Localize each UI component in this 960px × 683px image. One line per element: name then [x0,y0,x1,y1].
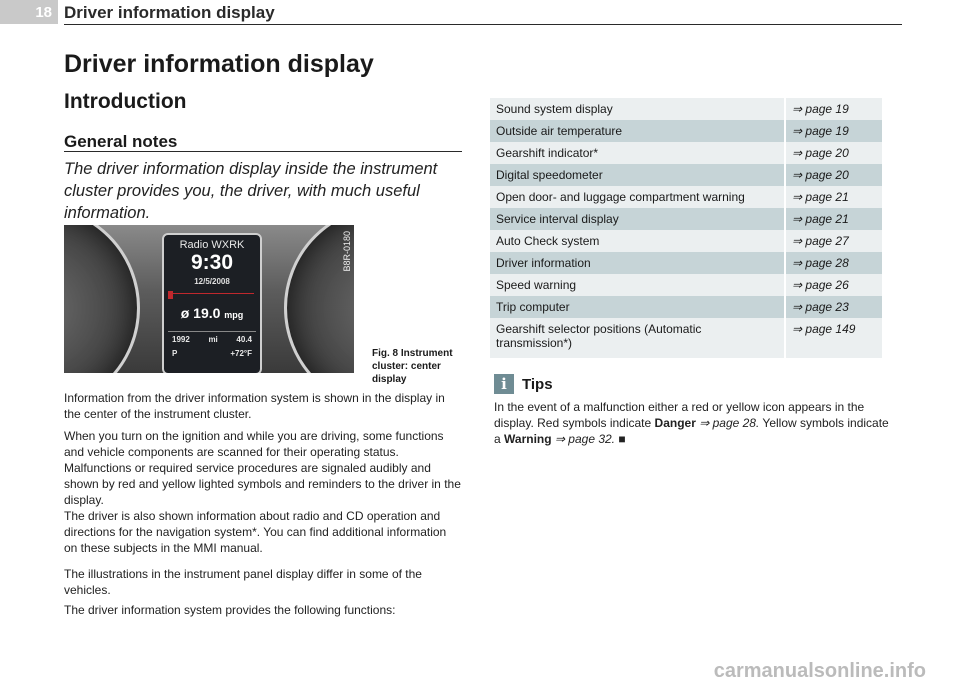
average-unit: mpg [224,310,244,320]
average-value: 19.0 [193,305,221,321]
function-page-ref[interactable]: ⇒ page 21 [785,208,882,230]
function-name: Auto Check system [490,230,785,252]
paragraph: The illustrations in the instrument panel display differ in some of the vehicles. [64,567,422,597]
function-name: Digital speedometer [490,164,785,186]
tips-text-part: Yellow symbols indicate a [494,416,889,446]
function-name: Open door- and luggage compartment warning [490,186,785,208]
info-icon: i [494,374,514,394]
display-divider [170,293,254,294]
function-page-ref[interactable]: ⇒ page 19 [785,120,882,142]
paragraph: When you turn on the ignition and while you are driving, some functions and vehicle components are scanned for their operating status. Malfunctions or required service procedures are signaled audibly and shown by red and yellow lighted symbols and reminders to the driver in the display. [64,429,461,507]
center-display [162,233,262,373]
warning-page-ref[interactable]: ⇒ page 32. [551,432,616,446]
function-page-ref[interactable]: ⇒ page 19 [785,98,882,120]
function-page-ref[interactable]: ⇒ page 26 [785,274,882,296]
running-head: Driver information display [64,3,275,22]
tips-header [494,374,553,394]
section-title: Introduction [64,90,187,113]
function-name: Driver information [490,252,785,274]
subsection-rule [64,151,462,152]
trip-value: 40.4 [236,335,252,344]
function-name: Service interval display [490,208,785,230]
function-name: Sound system display [490,98,785,120]
gear-indicator: P [172,349,178,358]
function-page-ref[interactable]: ⇒ page 21 [785,186,882,208]
display-divider-lower [168,331,256,332]
function-page-ref[interactable]: ⇒ page 20 [785,164,882,186]
display-average-consumption [164,305,260,321]
figure-code: B8R-0180 [342,231,352,272]
paragraph: The driver information system provides the following functions: [64,603,396,617]
page-number: 18 [0,0,58,24]
display-time: 9:30 [190,251,234,274]
display-date: 12/5/2008 [194,277,230,286]
figure-caption: Fig. 8 Instrument cluster: center display [372,348,453,385]
tips-text [494,399,894,447]
paragraph: The driver is also shown information about radio and CD operation and directions for the navigation system*. You can find additional information on these subjects in the MMI manual. [64,509,447,555]
function-page-ref[interactable]: ⇒ page 27 [785,230,882,252]
function-name: Gearshift indicator* [490,142,785,164]
display-radio-station: Radio WXRK [179,239,245,251]
function-page-ref[interactable]: ⇒ page 23 [785,296,882,318]
function-name: Gearshift selector positions (Automatic transmission*) [490,318,785,358]
instrument-cluster-figure [64,225,354,373]
danger-page-ref[interactable]: ⇒ page 28. [695,416,760,430]
left-gauge [64,225,140,373]
outside-temperature: +72°F [230,349,252,358]
paragraph: Information from the driver information system is shown in the display in the center of the instrument cluster. [64,391,445,421]
warning-term: Warning [504,432,552,446]
danger-term: Danger [654,416,696,430]
function-name: Trip computer [490,296,785,318]
watermark: carmanualsonline.info [713,660,926,682]
odometer-value: 1992 [172,335,190,344]
average-symbol: ø [180,305,190,321]
tips-label: Tips [522,375,553,393]
subsection-title: General notes [64,132,178,151]
intro-text: The driver information display inside the instrument cluster provides you, the driver, with much useful information. [64,160,438,222]
end-mark: ■ [615,432,626,446]
header-rule [64,24,902,25]
display-gear-row [172,349,252,358]
odometer-unit: mi [208,335,218,344]
function-name: Speed warning [490,274,785,296]
function-page-ref[interactable]: ⇒ page 149 [785,318,882,358]
functions-table [490,98,882,358]
display-odometer-row [172,335,252,344]
function-page-ref[interactable]: ⇒ page 28 [785,252,882,274]
tips-text-part: In the event of a malfunction either a red or yellow icon appears in the display. Red symbols indicate [494,400,865,430]
function-page-ref[interactable]: ⇒ page 20 [785,142,882,164]
chapter-title: Driver information display [64,50,374,78]
function-name: Outside air temperature [490,120,785,142]
